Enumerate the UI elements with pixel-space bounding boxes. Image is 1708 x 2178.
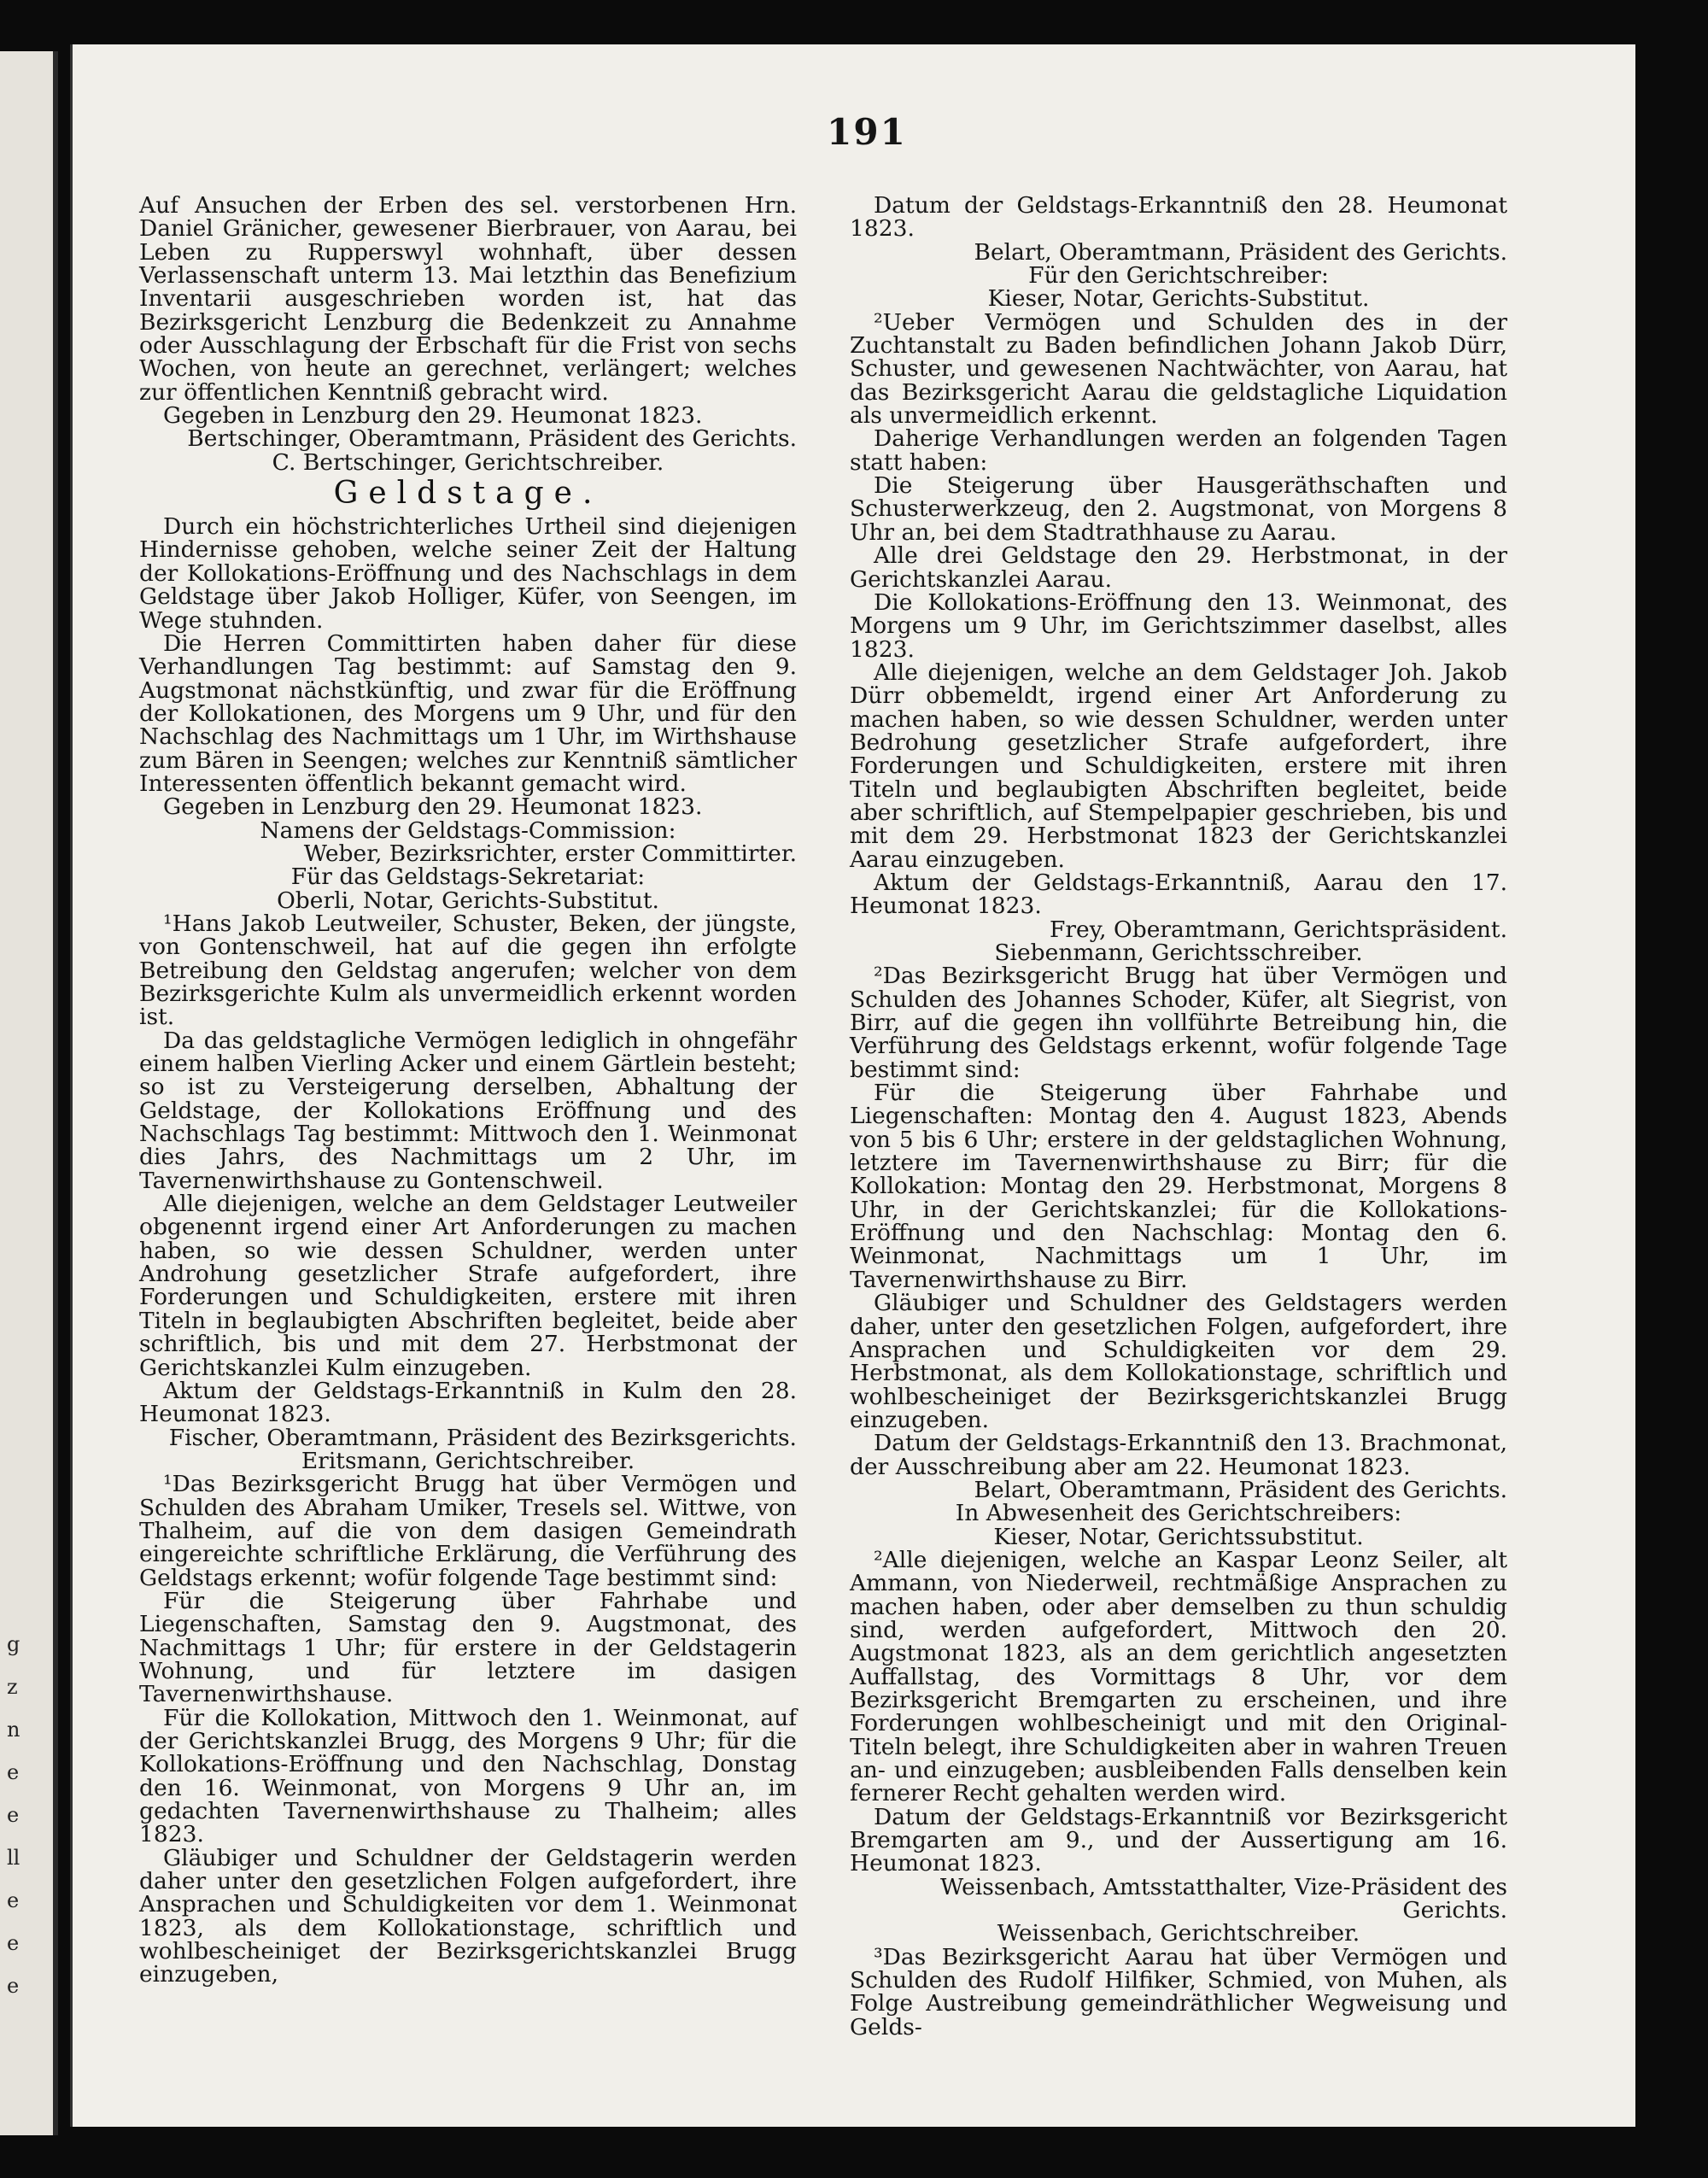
paragraph: Siebenmann, Gerichtsschreiber.: [994, 940, 1363, 966]
paragraph: Gläubiger und Schuldner der Geldstagerin werden daher unter den gesetzlichen Folgen aufgefordert, ihre Ansprachen und Schuldigkeiten vor dem 1. Weinmonat 1823, als dem Kollokationstage, schriftlich und wohlbescheiniget der Bezirksgerichtskanzlei Brugg einzugeben,: [139, 1844, 797, 1988]
paragraph: Belart, Oberamtmann, Präsident des Gerichts.: [974, 1476, 1507, 1503]
paragraph: In Abwesenheit des Gerichtschreibers:: [955, 1500, 1402, 1527]
paragraph: Aktum der Geldstags-Erkanntniß, Aarau den 17. Heumonat 1823.: [850, 869, 1507, 920]
paragraph: Datum der Geldstags-Erkanntniß vor Bezirksgericht Bremgarten am 9., und der Aussertigung am 16. Heumonat 1823.: [850, 1803, 1507, 1877]
paragraph: Daherige Verhandlungen werden an folgenden Tagen statt haben:: [850, 425, 1507, 476]
right-column: [850, 194, 1507, 2039]
page: [70, 44, 1635, 2127]
paragraph: C. Bertschinger, Gerichtschreiber.: [272, 448, 664, 476]
left-page-edge: [0, 51, 58, 2135]
paragraph: Alle drei Geldstage den 29. Herbstmonat, in der Gerichtskanzlei Aarau.: [850, 542, 1507, 593]
paragraph: Belart, Oberamtmann, Präsident des Gerichts.: [974, 238, 1507, 266]
page-number: 191: [827, 111, 907, 153]
paragraph: Auf Ansuchen der Erben des sel. verstorbenen Hrn. Daniel Gränicher, gewesener Bierbrauer, von Aarau, bei Leben zu Rupperswyl wohnhaft, über dessen Verlassenschaft unterm 13. Mai letzthin das Benefizium Inventarii ausgeschrieben worden ist, hat das Bezirksgericht Lenzburg die Bedenkzeit zu Annahme oder Ausschlagung der Erbschaft für die Frist von sechs Wochen, von heute an gerechnet, verlängert; welches zur öffentlichen Kenntniß gebracht wird.: [139, 192, 797, 406]
paragraph: Für die Steigerung über Fahrhabe und Liegenschaften: Montag den 4. August 1823, Abends von 5 bis 6 Uhr; erstere in der geldstaglichen Wohnung, letztere im Tavernenwirthshause zu Birr; für die Kollokation: Montag den 29. Herbstmonat, Morgens 8 Uhr, in der Gerichtskanzlei; für die Kollokations-Eröffnung und den Nachschlag: Montag den 6. Weinmonat, Nachmittags um 1 Uhr, im Tavernenwirthshause zu Birr.: [850, 1080, 1507, 1293]
paragraph: Aktum der Geldstags-Erkanntniß in Kulm den 28. Heumonat 1823.: [139, 1377, 797, 1428]
paragraph: Für die Kollokation, Mittwoch den 1. Weinmonat, auf der Gerichtskanzlei Brugg, des Morgens 9 Uhr; für die Kollokations-Eröffnung und den Nachschlag, Donstag den 16. Weinmonat, von Morgens 9 Uhr an, im gedachten Tavernenwirthshause zu Thalheim; alles 1823.: [139, 1704, 797, 1848]
paragraph: Namens der Geldstags-Commission:: [260, 817, 676, 844]
paragraph: Durch ein höchstrichterliches Urtheil sind diejenigen Hindernisse gehoben, welche seiner Zeit der Haltung der Kollokations-Eröffnung und des Nachschlags in dem Geldstage über Jakob Holliger, Küfer, von Seengen, im Wege stuhnden.: [139, 513, 797, 634]
paragraph: Für das Geldstags-Sekretariat:: [290, 864, 646, 891]
paragraph: Datum der Geldstags-Erkanntniß den 13. Brachmonat, der Ausschreibung aber am 22. Heumonat 1823.: [850, 1430, 1507, 1480]
paragraph: Fischer, Oberamtmann, Präsident des Bezirksgerichts.: [168, 1424, 797, 1451]
paragraph: Da das geldstagliche Vermögen lediglich in ohngefähr einem halben Vierling Acker und einem Gärtlein besteht; so ist zu Versteigerung derselben, Abhaltung der Geldstage, der Kollokations Eröffnung und des Nachschlags Tag bestimmt: Mittwoch den 1. Weinmonat dies Jahrs, des Nachmittags um 2 Uhr, im Tavernenwirthshause zu Gontenschweil.: [139, 1027, 797, 1194]
edge-fragment: e: [7, 1974, 20, 1998]
edge-fragment: n: [7, 1718, 20, 1742]
paragraph: Alle diejenigen, welche an dem Geldstager Joh. Jakob Dürr obbemeldt, irgend einer Art Anforderung zu machen haben, so wie dessen Schuldner, werden unter Bedrohung gesetzlicher Strafe aufgefordert, ihre Forderungen und Schuldigkeiten, erstere mit ihren Titeln und beglaubigten Abschriften begleitet, beide aber schriftlich, auf Stempelpapier geschrieben, bis und mit dem 29. Herbstmonat 1823 der Gerichtskanzlei Aarau einzugeben.: [850, 659, 1507, 873]
paragraph: Weber, Bezirksrichter, erster Committirter.: [303, 840, 797, 867]
edge-fragment: e: [7, 1803, 20, 1827]
paragraph: ²Ueber Vermögen und Schulden des in der Zuchtanstalt zu Baden befindlichen Johann Jakob Dürr, Schuster, und gewesenen Nachtwächter, von Aarau, hat das Bezirksgericht Aarau die geldstagliche Liquidation als unvermeidlich erkennt.: [850, 308, 1507, 430]
paragraph: Die Herren Committirten haben daher für diese Verhandlungen Tag bestimmt: auf Samstag den 9. Augstmonat nächstkünftig, und zwar für die Eröffnung der Kollokationen, des Morgens um 9 Uhr, und für den Nachschlag des Nachmittags um 1 Uhr, im Wirthshause zum Bären in Seengen; welches zur Kenntniß sämtlicher Interessenten öffentlich bekannt gemacht wird.: [139, 629, 797, 797]
paragraph: Frey, Oberamtmann, Gerichtspräsident.: [1049, 916, 1507, 943]
paragraph: ²Das Bezirksgericht Brugg hat über Vermögen und Schulden des Johannes Schoder, Küfer, alt Siegrist, von Birr, auf die gegen ihn vollführte Betreibung hin, die Verführung des Geldstags erkennt, wofür folgende Tage bestimmt sind:: [850, 963, 1507, 1083]
paragraph: Gegeben in Lenzburg den 29. Heumonat 1823.: [163, 402, 703, 430]
paragraph: Die Kollokations-Eröffnung den 13. Weinmonat, des Morgens um 9 Uhr, im Gerichtszimmer daselbst, alles 1823.: [850, 588, 1507, 663]
paragraph: Datum der Geldstags-Erkanntniß den 28. Heumonat 1823.: [850, 192, 1507, 243]
edge-fragment: z: [7, 1675, 18, 1699]
section-heading: Geldstage.: [333, 476, 603, 512]
paragraph: Gegeben in Lenzburg den 29. Heumonat 1823.: [163, 793, 703, 821]
edge-fragment: e: [7, 1931, 20, 1955]
paragraph: Oberli, Notar, Gerichts-Substitut.: [277, 887, 659, 914]
paragraph: ¹Das Bezirksgericht Brugg hat über Vermögen und Schulden des Abraham Umiker, Tresels sel. Wittwe, von Thalheim, auf die von dem dasigen Gemeindrath eingereichte schriftliche Erklärung, die Verführung des Geldstags erkennt; wofür folgende Tage bestimmt sind:: [139, 1471, 797, 1591]
paragraph: ¹Hans Jakob Leutweiler, Schuster, Beken, der jüngste, von Gontenschweil, hat auf die gegen ihn erfolgte Betreibung den Geldstag angerufen; welcher von dem Bezirksgerichte Kulm als unvermeidlich erkennt worden ist.: [139, 910, 797, 1031]
edge-fragment: e: [7, 1760, 20, 1784]
paragraph: Für den Gerichtschreiber:: [1028, 262, 1329, 290]
paragraph: Weissenbach, Gerichtschreiber.: [997, 1920, 1360, 1947]
edge-fragment: ll: [7, 1846, 20, 1870]
paragraph: Alle diejenigen, welche an dem Geldstager Leutweiler obgenennt irgend einer Art Anforderungen zu machen haben, so wie dessen Schuldner, werden unter Androhung gesetzlicher Strafe aufgefordert, ihre Forderungen und Schuldigkeiten, erstere mit ihren Titeln in beglaubigten Abschriften begleitet, beide aber schriftlich, bis und mit dem 27. Herbstmonat der Gerichtskanzlei Kulm einzugeben.: [139, 1191, 797, 1381]
paragraph: ³Das Bezirksgericht Aarau hat über Vermögen und Schulden des Rudolf Hilfiker, Schmied, von Muhen, als Folge Austreibung gemeindräthlicher Wegweisung und Gelds-: [850, 1943, 1507, 2040]
paragraph: Bertschinger, Oberamtmann, Präsident des Gerichts.: [187, 425, 797, 453]
paragraph: Die Steigerung über Hausgeräthschaften und Schusterwerkzeug, den 2. Augstmonat, von Morgens 8 Uhr an, bei dem Stadtrathhause zu Aarau.: [850, 472, 1507, 546]
paragraph: ²Alle diejenigen, welche an Kaspar Leonz Seiler, alt Ammann, von Niederweil, rechtmäßige Ansprachen zu machen haben, oder aber demselben zu thun schuldig sind, werden aufgefordert, Mittwoch den 20. Augstmonat 1823, als an dem gerichtlich angesetzten Auffallstag, des Vormittags 8 Uhr, vor dem Bezirksgericht Bremgarten zu erscheinen, und ihre Forderungen wohlbescheinigt und mit den Original-Titeln belegt, ihre Schuldigkeiten aber in wahren Treuen an- und einzugeben; ausbleibenden Falls denselben kein fernerer Recht gehalten werden wird.: [850, 1546, 1507, 1807]
paragraph: Kieser, Notar, Gerichts-Substitut.: [987, 285, 1370, 313]
left-column: [139, 194, 797, 1987]
paragraph: Weissenbach, Amtsstatthalter, Vize-Präsident des Gerichts.: [940, 1873, 1507, 1924]
edge-fragment: g: [7, 1632, 20, 1656]
paragraph: Gläubiger und Schuldner des Geldstagers werden daher, unter den gesetzlichen Folgen, aufgefordert, ihre Ansprachen und Schuldigkeiten vor dem 29. Herbstmonat, als dem Kollokationstage, schriftlich und wohlbescheiniget der Bezirksgerichtskanzlei Brugg einzugeben.: [850, 1290, 1507, 1433]
left-edge-fragments: [7, 1623, 20, 2007]
paragraph: Eritsmann, Gerichtschreiber.: [301, 1447, 635, 1474]
edge-fragment: e: [7, 1888, 20, 1912]
paragraph: Kieser, Notar, Gerichtssubstitut.: [993, 1523, 1364, 1550]
paragraph: Für die Steigerung über Fahrhabe und Liegenschaften, Samstag den 9. Augstmonat, des Nachmittags 1 Uhr; für erstere in der Geldstagerin Wohnung, und für letztere im dasigen Tavernenwirthshause.: [139, 1587, 797, 1708]
